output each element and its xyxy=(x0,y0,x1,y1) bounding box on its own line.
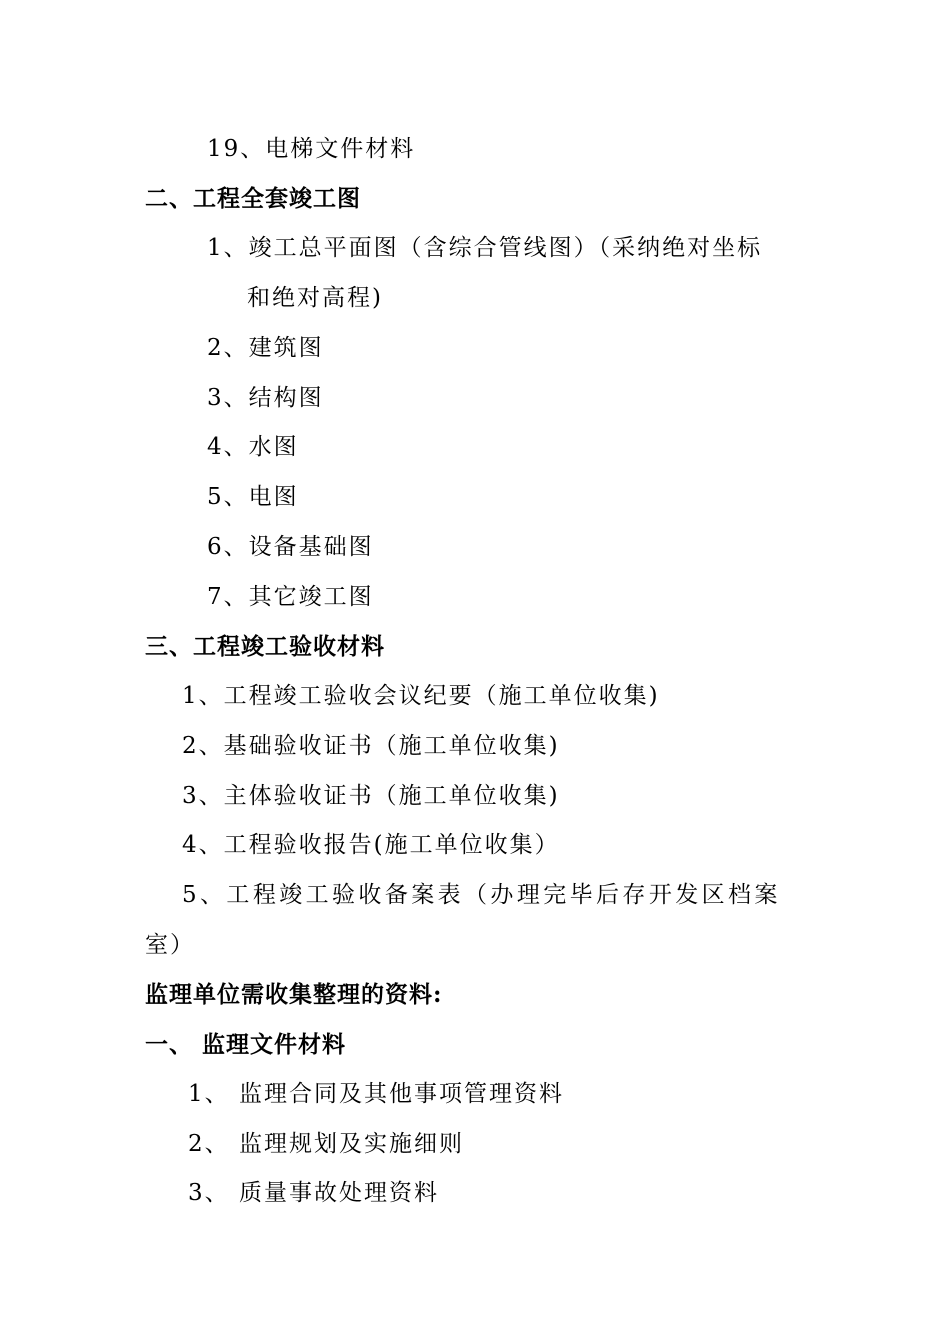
list-item-equipment-foundation-drawing: 6、设备基础图 xyxy=(207,534,374,560)
list-item-supervision-contract: 1、 监理合同及其他事项管理资料 xyxy=(188,1081,564,1107)
list-item-filing-form-continued: 室） xyxy=(145,932,195,958)
list-item-general-plan-continued: 和绝对高程) xyxy=(247,285,383,311)
list-item-elevator-files: 19、电梯文件材料 xyxy=(207,136,416,162)
list-item-quality-accident: 3、 质量事故处理资料 xyxy=(188,1180,439,1206)
list-item-electrical-drawing: 5、电图 xyxy=(207,484,299,510)
list-item-supervision-plan: 2、 监理规划及实施细则 xyxy=(188,1131,464,1157)
section-heading-supervision-files: 一、 监理文件材料 xyxy=(145,1031,347,1058)
section-heading-supervision-unit: 监理单位需收集整理的资料: xyxy=(145,981,443,1008)
list-item-general-plan: 1、竣工总平面图（含综合管线图）（采纳绝对坐标 xyxy=(207,235,763,261)
section-heading-completion-drawings: 二、工程全套竣工图 xyxy=(145,185,361,212)
list-item-filing-form: 5、工程竣工验收备案表（办理完毕后存开发区档案 xyxy=(182,882,781,908)
list-item-other-drawings: 7、其它竣工图 xyxy=(207,584,374,610)
list-item-architecture-drawing: 2、建筑图 xyxy=(207,335,324,361)
list-item-acceptance-meeting-minutes: 1、工程竣工验收会议纪要（施工单位收集) xyxy=(182,683,660,709)
list-item-main-body-certificate: 3、主体验收证书（施工单位收集) xyxy=(182,783,560,809)
list-item-foundation-certificate: 2、基础验收证书（施工单位收集) xyxy=(182,733,560,759)
list-item-structure-drawing: 3、结构图 xyxy=(207,385,324,411)
list-item-acceptance-report: 4、工程验收报告(施工单位收集） xyxy=(182,832,560,858)
section-heading-acceptance-materials: 三、工程竣工验收材料 xyxy=(145,633,385,660)
list-item-water-drawing: 4、水图 xyxy=(207,434,299,460)
